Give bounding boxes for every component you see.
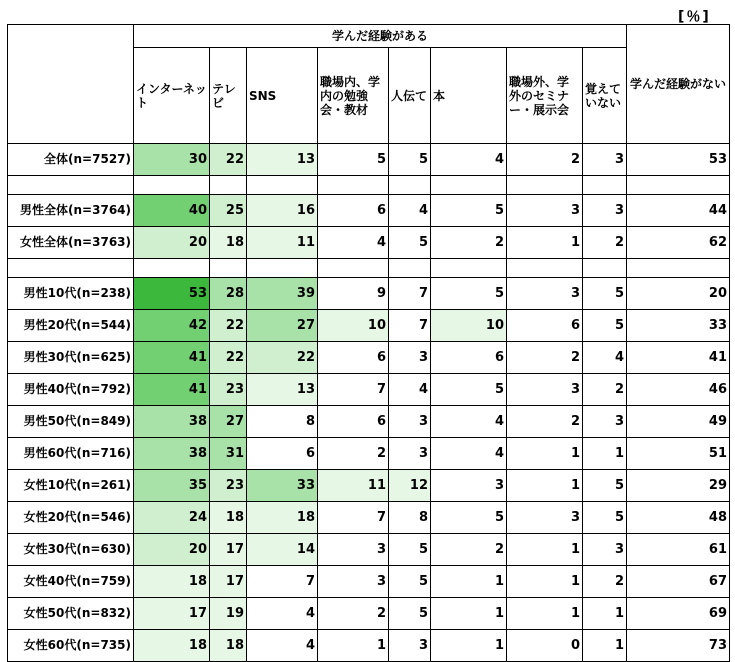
value-cell: 18 [247,502,318,534]
value-cell: 23 [210,470,247,502]
value-cell: 13 [247,374,318,406]
value-cell: 5 [389,598,431,630]
value-cell: 3 [583,534,627,566]
value-cell: 5 [583,278,627,310]
row-label: 男性40代(n=792) [8,374,134,406]
value-cell: 2 [431,534,507,566]
value-cell: 2 [507,144,583,176]
value-cell: 1 [507,470,583,502]
spacer-cell [507,176,583,195]
value-cell: 44 [627,195,730,227]
value-cell: 3 [389,630,431,662]
value-cell: 5 [583,502,627,534]
row-label: 女性50代(n=832) [8,598,134,630]
spacer-cell [389,259,431,278]
value-cell: 33 [627,310,730,342]
value-cell: 2 [583,566,627,598]
row-label: 男性10代(n=238) [8,278,134,310]
value-cell: 11 [318,470,389,502]
value-cell: 3 [583,144,627,176]
value-cell: 51 [627,438,730,470]
value-cell: 33 [247,470,318,502]
value-cell: 35 [134,470,210,502]
value-cell: 7 [389,310,431,342]
row-label: 女性20代(n=546) [8,502,134,534]
data-table [7,24,730,662]
value-cell: 4 [583,342,627,374]
value-cell: 5 [318,144,389,176]
value-cell: 28 [210,278,247,310]
table-row [8,438,730,470]
value-cell: 2 [583,227,627,259]
column-header: 覚えていない [583,48,627,144]
value-cell: 5 [389,227,431,259]
value-cell: 1 [318,630,389,662]
spacer-cell [583,176,627,195]
value-cell: 53 [134,278,210,310]
table-row [8,630,730,662]
value-cell: 20 [627,278,730,310]
value-cell: 6 [431,342,507,374]
value-cell: 4 [431,144,507,176]
spacer-cell [8,176,134,195]
value-cell: 41 [627,342,730,374]
row-label: 男性60代(n=716) [8,438,134,470]
value-cell: 61 [627,534,730,566]
value-cell: 27 [247,310,318,342]
value-cell: 13 [247,144,318,176]
value-cell: 12 [389,470,431,502]
value-cell: 5 [583,310,627,342]
value-cell: 53 [627,144,730,176]
value-cell: 18 [210,227,247,259]
value-cell: 20 [134,534,210,566]
value-cell: 16 [247,195,318,227]
value-cell: 46 [627,374,730,406]
table-row [8,227,730,259]
value-cell: 4 [389,195,431,227]
value-cell: 23 [210,374,247,406]
column-header: SNS [247,48,318,144]
value-cell: 3 [318,566,389,598]
value-cell: 17 [134,598,210,630]
value-cell: 8 [247,406,318,438]
value-cell: 30 [134,144,210,176]
value-cell: 3 [583,406,627,438]
value-cell: 42 [134,310,210,342]
row-label: 女性全体(n=3763) [8,227,134,259]
table-row [8,278,730,310]
value-cell: 8 [389,502,431,534]
value-cell: 5 [431,195,507,227]
value-cell: 22 [247,342,318,374]
row-label: 全体(n=7527) [8,144,134,176]
value-cell: 2 [507,406,583,438]
column-header: 学んだ経験がない [627,25,730,144]
value-cell: 25 [210,195,247,227]
value-cell: 69 [627,598,730,630]
spacer-cell [210,259,247,278]
value-cell: 22 [210,144,247,176]
value-cell: 39 [247,278,318,310]
value-cell: 1 [431,566,507,598]
column-header: インターネット [134,48,210,144]
unit-label: [％] [678,9,711,25]
value-cell: 4 [318,227,389,259]
spacer-row [8,259,730,278]
value-cell: 18 [210,502,247,534]
value-cell: 9 [318,278,389,310]
value-cell: 1 [507,598,583,630]
row-label: 女性10代(n=261) [8,470,134,502]
corner-header-cell [8,25,134,144]
value-cell: 2 [431,227,507,259]
value-cell: 3 [507,374,583,406]
value-cell: 2 [318,438,389,470]
value-cell: 73 [627,630,730,662]
value-cell: 29 [627,470,730,502]
value-cell: 6 [318,195,389,227]
spacer-cell [8,259,134,278]
value-cell: 4 [247,630,318,662]
spacer-cell [318,176,389,195]
value-cell: 24 [134,502,210,534]
value-cell: 7 [247,566,318,598]
value-cell: 3 [389,342,431,374]
value-cell: 27 [210,406,247,438]
value-cell: 5 [389,534,431,566]
value-cell: 1 [507,227,583,259]
spacer-cell [431,176,507,195]
value-cell: 19 [210,598,247,630]
value-cell: 22 [210,310,247,342]
value-cell: 3 [431,470,507,502]
table-row [8,310,730,342]
spacer-cell [627,259,730,278]
spacer-cell [583,259,627,278]
value-cell: 4 [431,438,507,470]
value-cell: 10 [318,310,389,342]
spacer-cell [318,259,389,278]
value-cell: 18 [134,566,210,598]
row-label: 男性20代(n=544) [8,310,134,342]
value-cell: 31 [210,438,247,470]
spacer-cell [431,259,507,278]
value-cell: 6 [318,406,389,438]
row-label: 男性全体(n=3764) [8,195,134,227]
value-cell: 38 [134,438,210,470]
row-label: 女性40代(n=759) [8,566,134,598]
row-label: 女性60代(n=735) [8,630,134,662]
column-header: テレビ [210,48,247,144]
value-cell: 3 [389,438,431,470]
table-row [8,598,730,630]
spacer-cell [134,176,210,195]
table-row [8,342,730,374]
table-row [8,470,730,502]
value-cell: 1 [431,630,507,662]
value-cell: 3 [318,534,389,566]
spacer-cell [210,176,247,195]
table-row [8,534,730,566]
value-cell: 5 [583,470,627,502]
value-cell: 14 [247,534,318,566]
value-cell: 40 [134,195,210,227]
value-cell: 20 [134,227,210,259]
column-header: 職場外、学外のセミナー・展示会 [507,48,583,144]
value-cell: 38 [134,406,210,438]
table-row [8,374,730,406]
value-cell: 3 [389,406,431,438]
table-row [8,406,730,438]
value-cell: 4 [247,598,318,630]
value-cell: 3 [507,278,583,310]
row-label: 女性30代(n=630) [8,534,134,566]
column-header: 職場内、学内の勉強会・教材 [318,48,389,144]
value-cell: 5 [431,278,507,310]
value-cell: 18 [134,630,210,662]
spacer-cell [389,176,431,195]
value-cell: 7 [318,502,389,534]
value-cell: 41 [134,374,210,406]
value-cell: 1 [507,566,583,598]
value-cell: 0 [507,630,583,662]
value-cell: 10 [431,310,507,342]
value-cell: 3 [583,195,627,227]
value-cell: 1 [583,598,627,630]
row-label: 男性50代(n=849) [8,406,134,438]
value-cell: 5 [389,144,431,176]
value-cell: 11 [247,227,318,259]
spacer-row [8,176,730,195]
value-cell: 17 [210,534,247,566]
value-cell: 7 [389,278,431,310]
value-cell: 1 [583,438,627,470]
value-cell: 2 [583,374,627,406]
value-cell: 18 [210,630,247,662]
value-cell: 4 [389,374,431,406]
group-header: 学んだ経験がある [134,25,627,48]
value-cell: 3 [507,195,583,227]
value-cell: 22 [210,342,247,374]
column-header: 人伝て [389,48,431,144]
value-cell: 1 [507,534,583,566]
value-cell: 6 [318,342,389,374]
value-cell: 1 [431,598,507,630]
value-cell: 5 [431,374,507,406]
table-row [8,566,730,598]
row-label: 男性30代(n=625) [8,342,134,374]
value-cell: 6 [507,310,583,342]
value-cell: 17 [210,566,247,598]
value-cell: 48 [627,502,730,534]
value-cell: 49 [627,406,730,438]
column-header: 本 [431,48,507,144]
value-cell: 3 [507,502,583,534]
spacer-cell [507,259,583,278]
spacer-cell [134,259,210,278]
table-row [8,144,730,176]
value-cell: 2 [507,342,583,374]
value-cell: 1 [583,630,627,662]
value-cell: 5 [431,502,507,534]
value-cell: 2 [318,598,389,630]
table-row [8,502,730,534]
value-cell: 1 [507,438,583,470]
table-row [8,195,730,227]
value-cell: 4 [431,406,507,438]
spacer-cell [247,259,318,278]
value-cell: 67 [627,566,730,598]
value-cell: 41 [134,342,210,374]
value-cell: 7 [318,374,389,406]
spacer-cell [247,176,318,195]
value-cell: 5 [389,566,431,598]
value-cell: 6 [247,438,318,470]
value-cell: 62 [627,227,730,259]
spacer-cell [627,176,730,195]
